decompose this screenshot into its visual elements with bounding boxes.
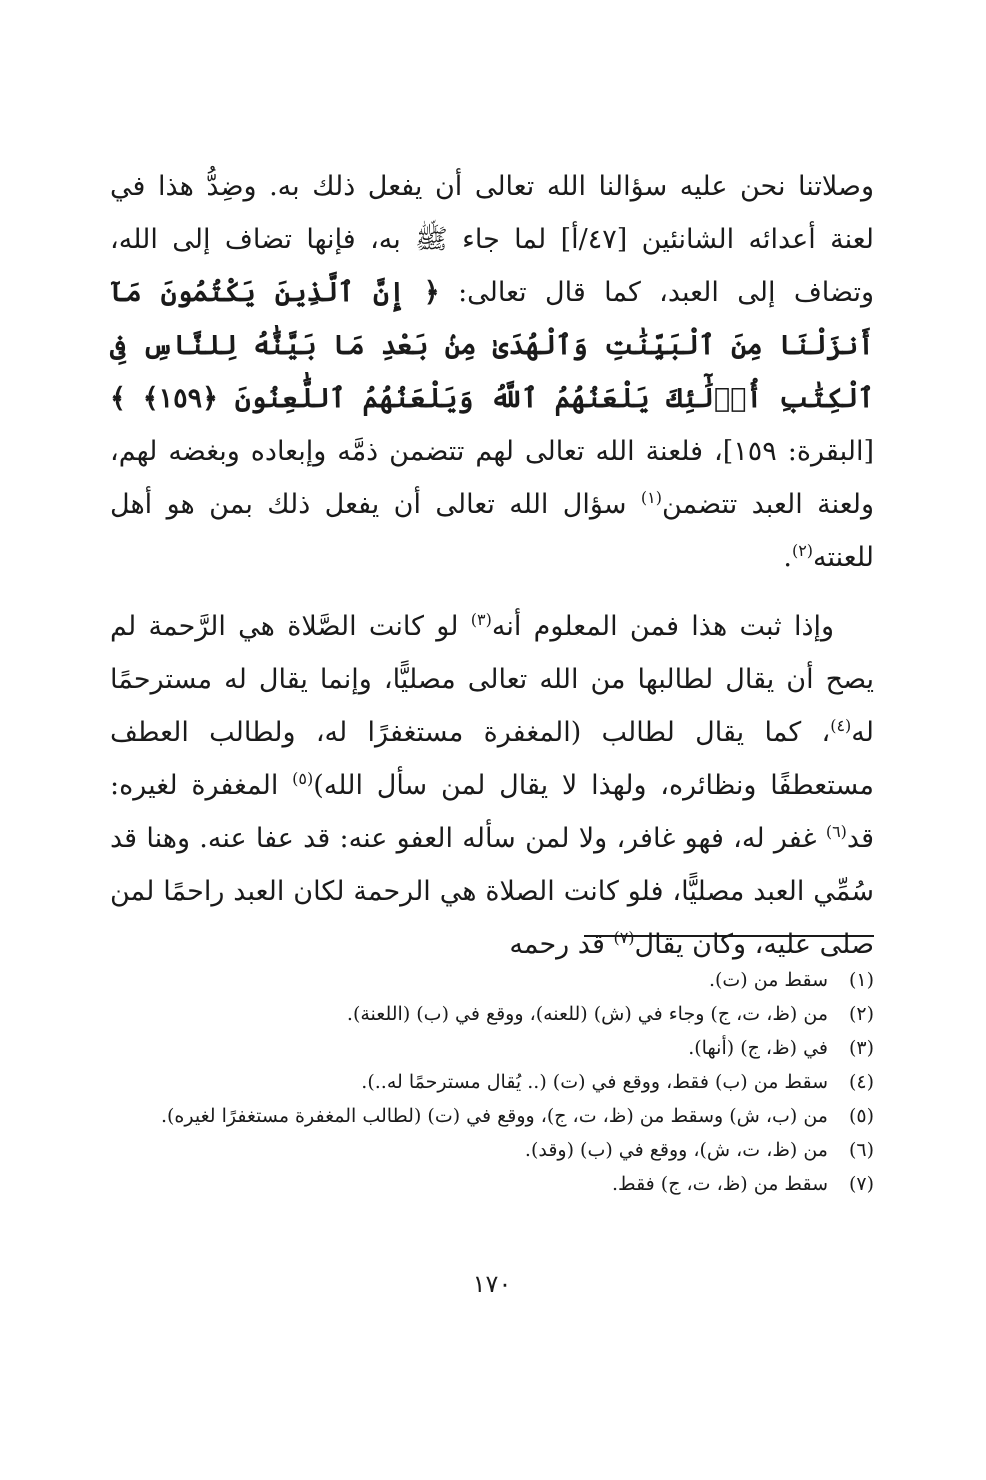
footnote-item	[110, 999, 874, 1029]
footnote-number: (٢)	[848, 1003, 874, 1025]
paragraph-2-text-f: قد رحمه	[509, 929, 614, 960]
footnote-number: (٤)	[848, 1071, 874, 1093]
footnote-ref-6[interactable]: (٦)	[825, 822, 847, 841]
footnote-number: (٥)	[848, 1105, 874, 1127]
paragraph-1-text-d: .	[783, 542, 792, 573]
footnote-text: في (ظ، ج) (أنها).	[688, 1037, 828, 1059]
paragraph-2-text-a: وإذا ثبت هذا فمن المعلوم أنه	[491, 611, 835, 642]
paragraph-1-text-c: سؤال الله تعالى أن يفعل ذلك بمن هو أهل للعنته	[110, 489, 874, 573]
footnote-number: (٣)	[848, 1037, 874, 1059]
footnote-text: سقط من (ت).	[708, 969, 828, 991]
page-number: ١٧٠	[472, 1270, 512, 1298]
footnote-text: من (ظ، ت، ج) وجاء في (ش) (للعنه)، ووقع في (ب) (اللعنة).	[346, 1003, 828, 1025]
footnotes-list	[110, 965, 874, 1203]
paragraph-2-text-e: غفر له، فهو غافر، ولا لمن سأله العفو عنه: قد عفا عنه. وهنا قد سُمِّي العبد مصليًّا، فلو كانت الصلاة هي الرحمة لكان العبد راحمًا لمن صلى عليه، وكان يقال	[110, 823, 874, 960]
paragraph-2-text-c: ، كما يقال لطالب (المغفرة مستغفرًا له، ولطالب العطف مستعطفًا ونظائره، ولهذا لا يقال لمن سأل الله)	[110, 717, 874, 801]
footnote-item	[110, 965, 874, 995]
paragraph-1-text-a: وصلاتنا نحن عليه سؤالنا الله تعالى أن يفعل ذلك به. وضِدُّ هذا في لعنة أعدائه الشانئين [٤٧/أ] لما جاء ﷺ به، فإنها تضاف إلى الله، وتضاف إلى العبد، كما قال تعالى:	[110, 171, 875, 308]
footnote-number: (٧)	[848, 1173, 874, 1195]
footnote-ref-5[interactable]: (٥)	[292, 769, 314, 788]
footnote-ref-1[interactable]: (١)	[640, 488, 662, 507]
footnote-text: من (ب، ش) وسقط من (ظ، ت، ج)، ووقع في (ت) (لطالب المغفرة مستغفرًا لغيره).	[160, 1105, 828, 1127]
footnote-text: سقط من (ب) فقط، ووقع في (ت) (.. يُقال مسترحمًا له..).	[361, 1071, 828, 1093]
quran-verse: ﴿ إِنَّ ٱلَّذِينَ يَكْتُمُونَ مَآ أَنزَلْنَا مِنَ ٱلْبَيِّنَٰتِ وَٱلْهُدَىٰ مِنۢ بَعْدِ مَا بَيَّنَّٰهُ لِلنَّاسِ فِى ٱلْكِتَٰبِ أُو۟لَٰٓئِكَ يَلْعَنُهُمُ ٱللَّهُ وَيَلْعَنُهُمُ ٱللَّٰعِنُونَ ﴿١٥٩﴾ ﴾	[110, 277, 874, 414]
paragraph-1	[110, 160, 874, 584]
footnote-ref-3[interactable]: (٣)	[470, 610, 492, 629]
footnote-text: سقط من (ظ، ت، ج) فقط.	[612, 1173, 828, 1195]
footnote-item	[110, 1169, 874, 1199]
footnote-ref-2[interactable]: (٢)	[791, 541, 814, 560]
paragraph-2-text-b: لو كانت الصَّلاة هي الرَّحمة لم يصح أن يقال لطالبها من الله تعالى مصليًّا، وإنما يقال له مسترحمًا له	[110, 611, 874, 748]
paragraph-2	[110, 600, 874, 971]
footnote-number: (٦)	[848, 1139, 874, 1161]
footnote-item	[110, 1033, 874, 1063]
footnote-ref-4[interactable]: (٤)	[830, 716, 852, 735]
footnote-text: من (ظ، ت، ش)، ووقع في (ب) (وقد).	[524, 1139, 828, 1161]
page-content	[110, 160, 874, 1480]
footnote-number: (١)	[848, 969, 874, 991]
footnote-item	[110, 1135, 874, 1165]
footnote-ref-7[interactable]: (٧)	[613, 928, 635, 947]
footnote-item	[110, 1101, 874, 1131]
footnote-item	[110, 1067, 874, 1097]
footnote-divider	[584, 935, 874, 937]
paragraph-1-text-b: [البقرة: ١٥٩]، فلعنة الله تعالى لهم تتضمن ذمَّه وإبعاده وبغضه لهم، ولعنة العبد تتضمن	[110, 436, 875, 520]
paragraph-2-text-d: المغفرة لغيره: قد	[110, 770, 874, 854]
